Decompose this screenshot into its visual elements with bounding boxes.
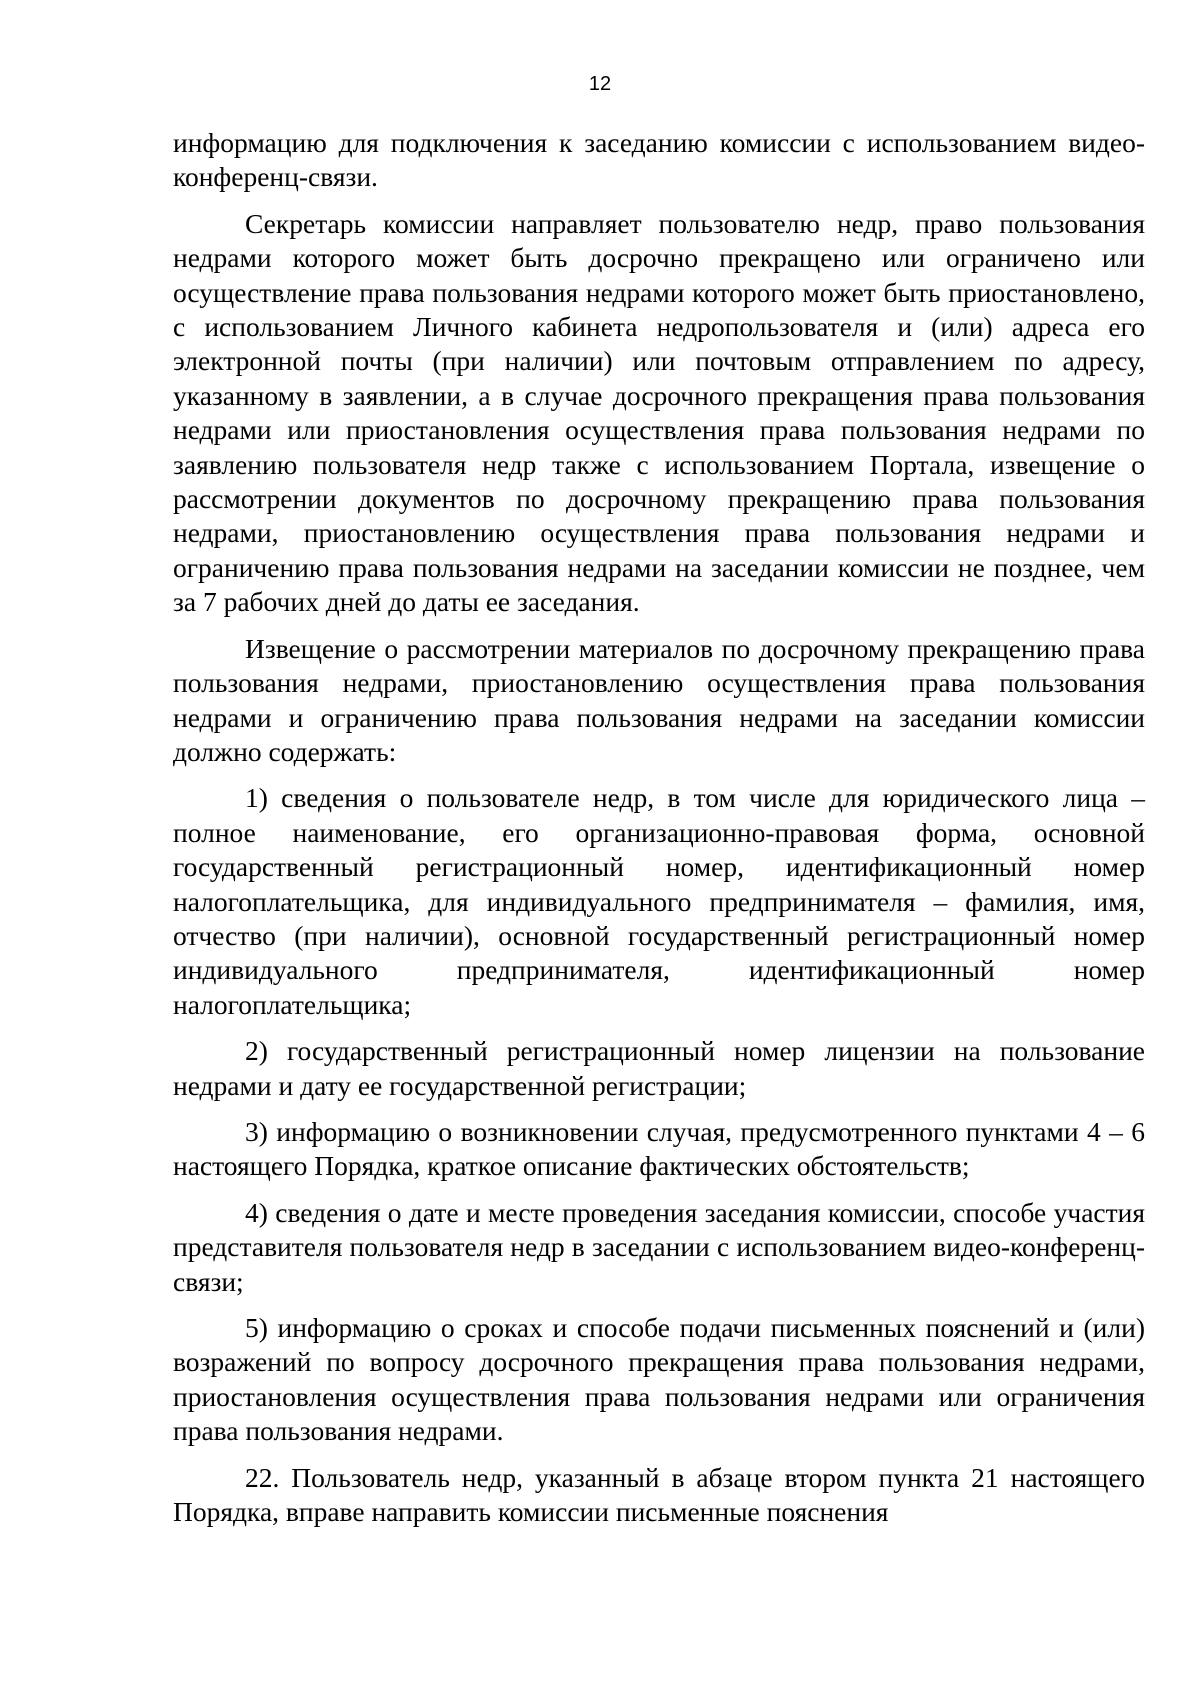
paragraph-notice-content: Извещение о рассмотрении материалов по досрочному прекращению права пользования недрами, приостановлению осуществления права пользования недрами и ограничению права пользования недрами на заседании комиссии должно содержать: xyxy=(173,632,1145,767)
paragraph-clause-22: 22. Пользователь недр, указанный в абзаце втором пункта 21 настоящего Порядка, вправе направить комиссии письменные пояснения xyxy=(173,1461,1145,1528)
list-item-5: 5) информацию о сроках и способе подачи письменных пояснений и (или) возражений по вопросу досрочного прекращения права пользования недрами, приостановления осуществления права пользования недрами или ограничения права пользования недрами. xyxy=(173,1312,1145,1447)
paragraph-continuation: информацию для подключения к заседанию комиссии с использованием видео-конференц-связи. xyxy=(173,127,1145,193)
page-number: 12 xyxy=(588,73,612,95)
paragraph-secretary-notice: Секретарь комиссии направляет пользователю недр, право пользования недрами которого может быть досрочно прекращено или ограничено или осуществление права пользования недрами которого может быть приостановлено, с использованием Личного кабинета недропользователя и (или) адреса его электронной почты (при наличии) или почтовым отправлением по адресу, указанному в заявлении, а в случае досрочного прекращения права пользования недрами или приостановления осуществления права пользования недрами по заявлению пользователя недр также с использованием Портала, извещение о рассмотрении документов по досрочному прекращению права пользования недрами, приостановлению осуществления права пользования недрами и ограничению права пользования недрами на заседании комиссии не позднее, чем за 7 рабочих дней до даты ее заседания. xyxy=(173,207,1145,618)
list-item-1: 1) сведения о пользователе недр, в том числе для юридического лица – полное наименование, его организационно-правовая форма, основной государственный регистрационный номер, идентификационный номер налогоплательщика, для индивидуального предпринимателя – фамилия, имя, отчество (при наличии), основной государственный регистрационный номер индивидуального предпринимателя, идентификационный номер налогоплательщика; xyxy=(173,782,1145,1020)
list-item-2: 2) государственный регистрационный номер лицензии на пользование недрами и дату ее государственной регистрации; xyxy=(173,1035,1145,1101)
document-body xyxy=(173,126,1145,1529)
list-item-4: 4) сведения о дате и месте проведения заседания комиссии, способе участия представителя пользователя недр в заседании с использованием видео-конференц-связи; xyxy=(173,1196,1145,1297)
list-item-3: 3) информацию о возникновении случая, предусмотренного пунктами 4 – 6 настоящего Порядка, краткое описание фактических обстоятельств; xyxy=(173,1115,1145,1182)
